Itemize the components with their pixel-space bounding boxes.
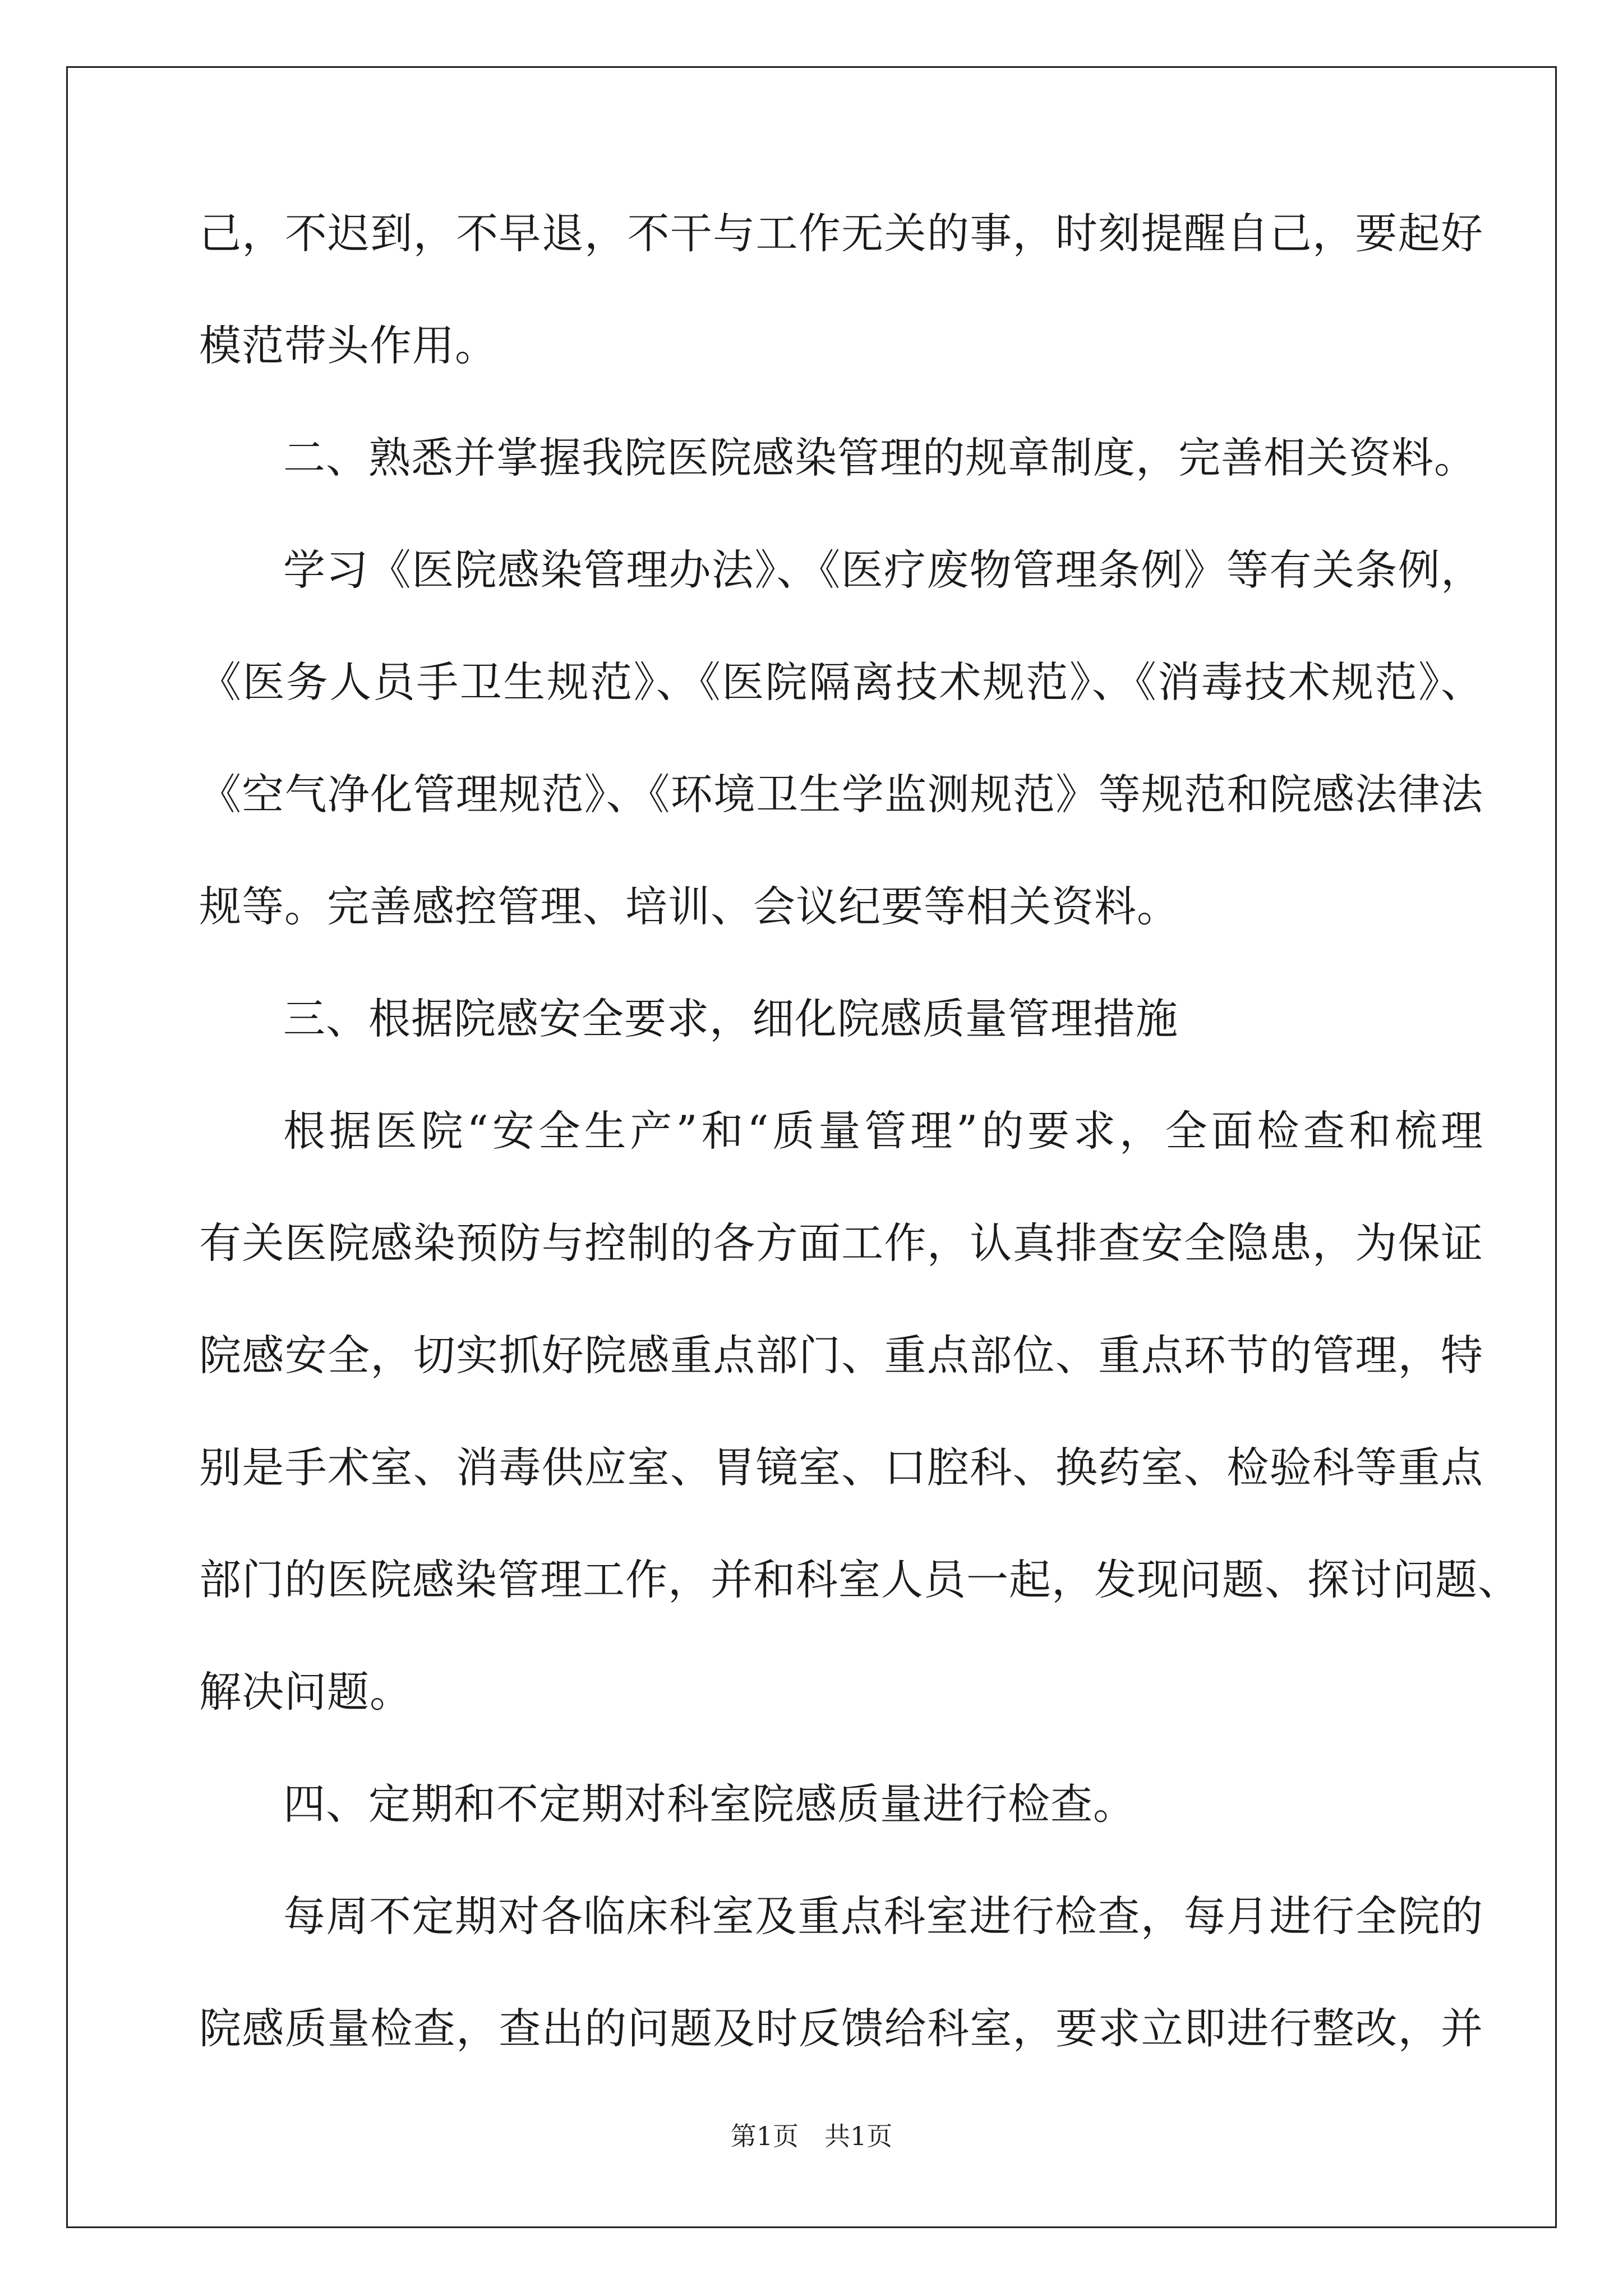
text-line: 院感质量检查，查出的问题及时反馈给科室，要求立即进行整改，并 bbox=[199, 2004, 1483, 2053]
text-line: 规等。完善感控管理、培训、会议纪要等相关资料。 bbox=[199, 882, 1180, 931]
text-line: 四、定期和不定期对科室院感质量进行检查。 bbox=[283, 1779, 1136, 1829]
text-line: 《医务人员手卫生规范》、《医院隔离技术规范》、《消毒技术规范》、 bbox=[199, 657, 1483, 707]
text-line: 院感安全，切实抓好院感重点部门、重点部位、重点环节的管理，特 bbox=[199, 1331, 1483, 1380]
text-line: 每周不定期对各临床科室及重点科室进行检查，每月进行全院的 bbox=[283, 1892, 1483, 1941]
text-line: 根据医院“安全生产”和“质量管理”的要求，全面检查和梳理 bbox=[283, 1106, 1483, 1156]
document-body bbox=[199, 208, 1521, 2115]
text-line: 部门的医院感染管理工作，并和科室人员一起，发现问题、探讨问题、 bbox=[199, 1555, 1521, 1604]
page-footer: 第1页 共1页 bbox=[730, 2121, 893, 2151]
text-line: 解决问题。 bbox=[199, 1667, 413, 1717]
text-line: 有关医院感染预防与控制的各方面工作，认真排查安全隐患，为保证 bbox=[199, 1218, 1483, 1268]
text-line: 模范带头作用。 bbox=[199, 321, 498, 370]
text-line: 学习《医院感染管理办法》、《医疗废物管理条例》等有关条例， bbox=[283, 545, 1483, 595]
text-line: 《空气净化管理规范》、《环境卫生学监测规范》等规范和院感法律法 bbox=[199, 770, 1483, 819]
text-line: 三、根据院感安全要求，细化院感质量管理措施 bbox=[283, 994, 1179, 1043]
text-line: 二、熟悉并掌握我院医院感染管理的规章制度，完善相关资料。 bbox=[283, 433, 1477, 482]
text-line: 己，不迟到，不早退，不干与工作无关的事，时刻提醒自己，要起好 bbox=[199, 209, 1483, 258]
text-line: 别是手术室、消毒供应室、胃镜室、口腔科、换药室、检验科等重点 bbox=[199, 1443, 1483, 1492]
